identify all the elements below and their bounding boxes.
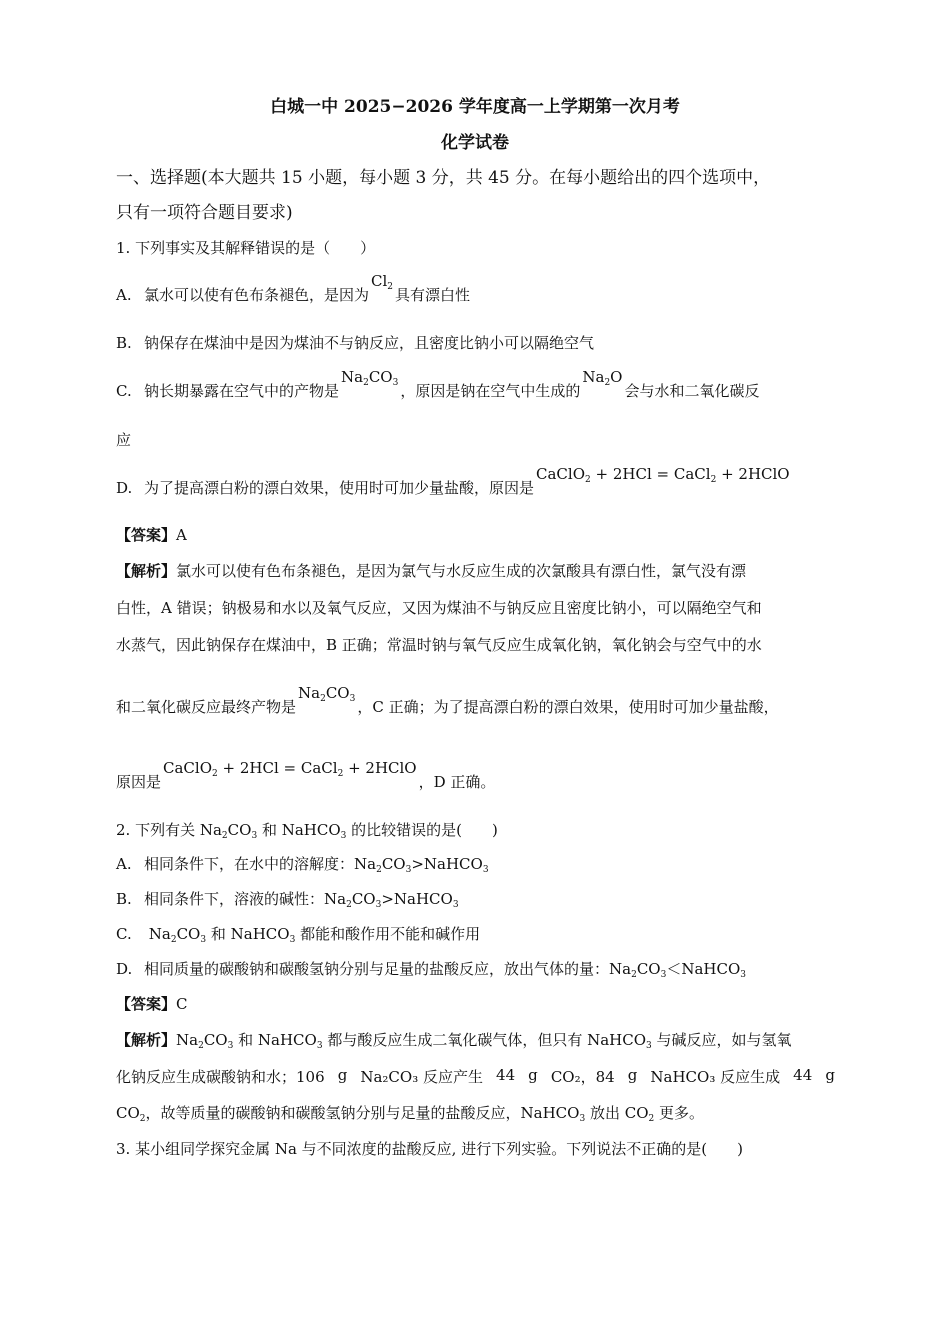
section-heading-line1: 一、选择题(本大题共 15 小题，每小题 3 分，共 45 分。在每小题给出的四个选项中， xyxy=(116,168,771,188)
option-letter: D. xyxy=(116,479,133,497)
q2-answer: 【答案】C xyxy=(116,995,188,1013)
q2-explanation-line1: 【解析】$Na_2CO_3$ 和 NaHCO$_3$ 都与酸反应生成二氧化碳气体，但只有 NaHCO$_3$ 与碱反应，如与氢氧 xyxy=(116,1031,792,1051)
q1-option-c: C. 钠长期暴露在空气中的产物是$Na_2CO_3$ ，原因是钠在空气中生成的$Na_2O$会与水和二氧化碳反 xyxy=(116,368,760,400)
equation-caclo2: CaClO$_2$ + 2HCl = CaCl$_2$ + 2HClO xyxy=(163,759,417,779)
option-letter: B. xyxy=(116,890,132,908)
q1-option-a xyxy=(116,272,471,306)
option-text: 钠保存在煤油中是因为煤油不与钠反应，且密度比钠小可以隔绝空气 xyxy=(144,334,595,352)
formula-na2co3: $Na_2CO_3$ xyxy=(341,368,399,388)
q2-option-b: B. 相同条件下，溶液的碱性：$Na_2CO_3>NaHCO_3$ xyxy=(116,890,459,910)
option-text: 氯水可以使有色布条褪色，是因为 xyxy=(144,286,370,304)
option-letter: C. xyxy=(116,925,132,943)
explain-label: 【解析】 xyxy=(116,562,177,580)
q2-option-d: D. 相同质量的碳酸钠和碳酸氢钠分别与足量的盐酸反应，放出气体的量：$Na_2CO_3<NaHCO_3$ xyxy=(116,960,746,980)
q1-explanation-line3: 水蒸气，因此钠保存在煤油中，B 正确；常温时钠与氧气反应生成氧化钠，氧化钠会与空气中的水 xyxy=(116,636,762,654)
section-heading-line2: 只有一项符合题目要求) xyxy=(116,203,293,223)
option-letter: C. xyxy=(116,382,132,400)
q1-option-b xyxy=(116,332,594,353)
q2-option-a: A. 相同条件下，在水中的溶解度：$Na_2CO_3>NaHCO_3$ xyxy=(116,855,489,875)
formula-na2co3: $Na_2CO_3$ xyxy=(298,684,356,704)
explain-label: 【解析】 xyxy=(116,1031,177,1049)
q1-explanation-line4: 和二氧化碳反应最终产物是$Na_2CO_3$ ，C 正确；为了提高漂白粉的漂白效果，使用时可加少量盐酸， xyxy=(116,684,779,716)
q1-answer: 【答案】A xyxy=(116,526,187,544)
q1-stem: 1. 下列事实及其解释错误的是（ ） xyxy=(116,239,376,257)
q2-stem: 2. 下列有关 $Na_2CO_3$ 和 NaHCO$_3$ 的比较错误的是( ) xyxy=(116,821,498,841)
formula-na2o: $Na_2O$ xyxy=(582,368,623,388)
exam-title: 白城一中 2025−2026 学年度高一上学期第一次月考 xyxy=(270,97,680,117)
q2-explanation-line2: 化钠反应生成碳酸钠和水；106 g Na₂CO₃ 反应产生 44 g CO₂，84 g NaHCO₃ 反应生成 44 g xyxy=(116,1066,835,1086)
q1-explanation-line2: 白性，A 错误；钠极易和水以及氧气反应，又因为煤油不与钠反应且密度比钠小，可以隔绝空气和 xyxy=(116,599,762,617)
option-letter: A. xyxy=(116,286,132,304)
q2-explanation-line3: $CO_2$，故等质量的碳酸钠和碳酸氢钠分别与足量的盐酸反应，NaHCO$_3$ 放出 $CO_2$ 更多。 xyxy=(116,1104,705,1124)
exam-subtitle: 化学试卷 xyxy=(441,133,509,153)
option-letter: A. xyxy=(116,855,132,873)
option-letter: B. xyxy=(116,334,132,352)
q1-explanation-line5: 原因是CaClO$_2$ + 2HCl = CaCl$_2$ + 2HClO，D 正确。 xyxy=(116,759,496,791)
q1-option-c-cont: 应 xyxy=(116,431,132,449)
q1-option-d: D. 为了提高漂白粉的漂白效果，使用时可加少量盐酸，原因是CaClO$_2$ + 2HCl = CaCl$_2$ + 2HClO xyxy=(116,465,790,497)
option-text: 具有漂白性 xyxy=(395,286,471,304)
equation-caclo2: CaClO$_2$ + 2HCl = CaCl$_2$ + 2HClO xyxy=(536,465,790,485)
q1-explanation-line1: 【解析】氯水可以使有色布条褪色，是因为氯气与水反应生成的次氯酸具有漂白性，氯气没有漂 xyxy=(116,562,747,580)
option-letter: D. xyxy=(116,960,133,978)
formula-cl2: $Cl_2$ xyxy=(371,272,394,292)
answer-label: 【答案】 xyxy=(116,526,177,544)
answer-label: 【答案】 xyxy=(116,995,177,1013)
q3-stem: 3. 某小组同学探究金属 Na 与不同浓度的盐酸反应, 进行下列实验。下列说法不正确的是( ) xyxy=(116,1140,743,1158)
q2-option-c: C. $Na_2CO_3$ 和 NaHCO$_3$ 都能和酸作用不能和碱作用 xyxy=(116,925,481,945)
